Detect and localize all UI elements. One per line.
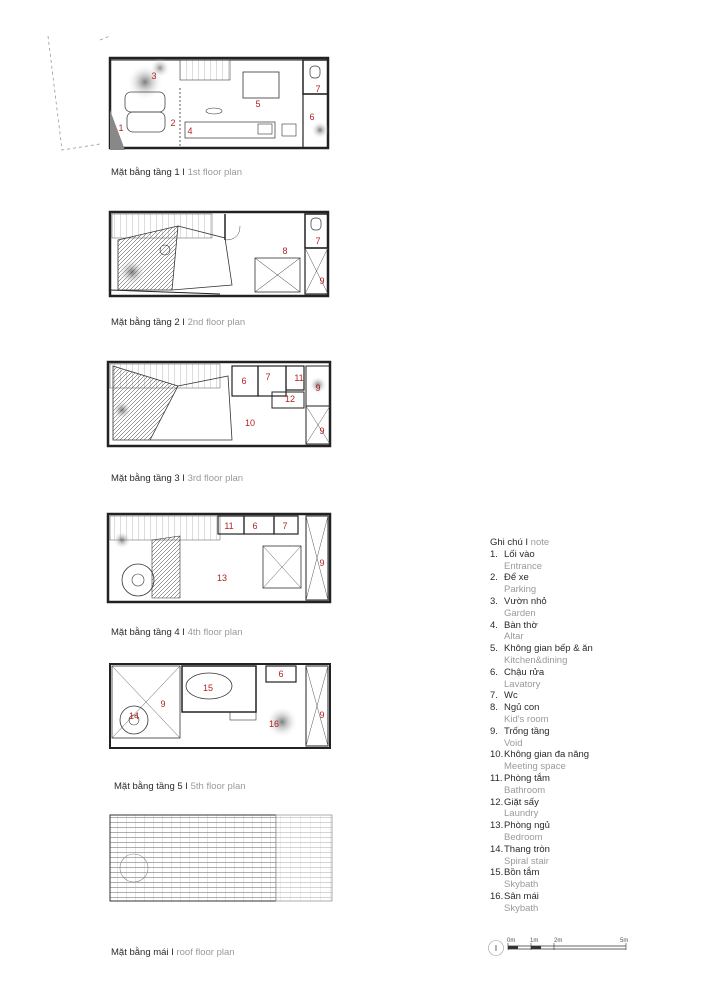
caption-vi: Mặt bằng tầng 1 I bbox=[111, 167, 188, 178]
caption-roof bbox=[111, 947, 235, 958]
legend-item-en: Spiral stair bbox=[504, 855, 549, 867]
legend-item-number: 8. bbox=[490, 702, 498, 714]
legend-item-text bbox=[504, 891, 539, 915]
room-label: 13 bbox=[216, 573, 228, 583]
legend-item-vi: Không gian đa năng bbox=[504, 749, 590, 761]
legend-item-number: 1. bbox=[490, 548, 498, 560]
room-label: 9 bbox=[319, 276, 325, 286]
room-label: 6 bbox=[309, 112, 315, 122]
legend-item-number: 15. bbox=[490, 867, 504, 879]
legend-item-number: 13. bbox=[490, 820, 504, 832]
legend-item-en: Kid's room bbox=[504, 713, 549, 725]
room-label: 16 bbox=[268, 719, 280, 729]
room-label: 8 bbox=[282, 246, 288, 256]
room-label: 1 bbox=[118, 123, 124, 133]
plan-floor-1 bbox=[48, 36, 329, 150]
caption-vi: Mặt bằng tầng 4 I bbox=[111, 627, 188, 638]
legend-item-number: 11. bbox=[490, 772, 503, 784]
caption-en: 5th floor plan bbox=[190, 781, 246, 792]
legend-item bbox=[490, 797, 593, 821]
room-label: 11 bbox=[294, 373, 304, 383]
room-label: 9 bbox=[315, 383, 321, 393]
legend-item-en: Parking bbox=[504, 584, 537, 596]
legend-item-number: 16. bbox=[490, 890, 504, 902]
legend-item bbox=[490, 596, 593, 620]
plan-floor-2 bbox=[110, 212, 328, 296]
room-label: 14 bbox=[128, 711, 140, 721]
scale-label: 2m bbox=[554, 938, 563, 944]
scale-label: 5m bbox=[620, 938, 629, 944]
legend-item-number: 9. bbox=[490, 725, 498, 737]
legend-item bbox=[490, 773, 593, 797]
caption-vi: Mặt bằng tầng 2 I bbox=[111, 317, 188, 328]
legend-item-number: 2. bbox=[490, 572, 498, 584]
room-label: 7 bbox=[315, 84, 321, 94]
legend-list bbox=[490, 549, 593, 915]
legend-item-text bbox=[504, 572, 536, 596]
legend-item bbox=[490, 572, 593, 596]
legend-item bbox=[490, 867, 593, 891]
room-label: 7 bbox=[265, 372, 271, 382]
legend-item-text bbox=[504, 773, 550, 797]
room-label: 12 bbox=[284, 394, 296, 404]
room-label: 15 bbox=[202, 683, 214, 693]
scale-marker: I bbox=[494, 944, 498, 953]
legend-item-vi: Sân mái bbox=[504, 890, 539, 902]
legend-item-vi: Wc bbox=[504, 690, 518, 702]
room-label: 9 bbox=[160, 699, 166, 709]
legend-item bbox=[490, 820, 593, 844]
room-label: 10 bbox=[244, 418, 256, 428]
caption-floor-4 bbox=[111, 627, 243, 638]
legend-item-vi: Thang tròn bbox=[504, 843, 550, 855]
room-label: 7 bbox=[315, 236, 321, 246]
legend-item bbox=[490, 726, 593, 750]
legend-title-vi: Ghi chú I bbox=[490, 537, 531, 548]
legend-item-number: 14. bbox=[490, 843, 504, 855]
legend-item-en: Altar bbox=[504, 631, 524, 643]
legend-item-vi: Bàn thờ bbox=[504, 619, 538, 631]
legend-item-text bbox=[504, 749, 589, 773]
legend-item bbox=[490, 749, 593, 773]
legend-item-number: 3. bbox=[490, 595, 498, 607]
legend-item bbox=[490, 643, 593, 667]
room-label: 5 bbox=[255, 99, 261, 109]
room-label: 11 bbox=[224, 521, 234, 531]
legend-item-number: 6. bbox=[490, 666, 498, 678]
caption-en: 3rd floor plan bbox=[187, 473, 244, 484]
legend-item-text bbox=[504, 667, 544, 691]
legend-item-vi: Lối vào bbox=[504, 548, 535, 560]
plan-floor-3 bbox=[108, 362, 330, 446]
legend-item-vi: Ngủ con bbox=[504, 702, 540, 714]
legend-item-text bbox=[504, 620, 538, 644]
caption-floor-1 bbox=[111, 167, 242, 178]
legend-item-en: Skybath bbox=[504, 879, 539, 891]
caption-floor-3 bbox=[111, 473, 243, 484]
legend-item bbox=[490, 667, 593, 691]
legend-item-vi: Trống tầng bbox=[504, 725, 550, 737]
legend-item-vi: Phòng tắm bbox=[504, 772, 550, 784]
caption-en: roof floor plan bbox=[176, 947, 235, 958]
room-label: 9 bbox=[319, 558, 325, 568]
legend-item bbox=[490, 549, 593, 573]
legend-item-vi: Để xe bbox=[504, 572, 529, 584]
legend-item-text bbox=[504, 867, 539, 891]
caption-vi: Mặt bằng tầng 5 I bbox=[114, 781, 191, 792]
legend-item-en: Entrance bbox=[504, 560, 543, 572]
room-label: 9 bbox=[319, 426, 325, 436]
caption-en: 2nd floor plan bbox=[187, 317, 246, 328]
caption-en: 4th floor plan bbox=[187, 627, 243, 638]
legend-item-number: 4. bbox=[490, 619, 498, 631]
legend-item-en: Garden bbox=[504, 607, 536, 619]
legend-item-number: 12. bbox=[490, 796, 504, 808]
legend-item-vi: Bồn tắm bbox=[504, 867, 540, 879]
room-label: 6 bbox=[278, 669, 284, 679]
caption-floor-2 bbox=[111, 317, 245, 328]
legend-item-en: Void bbox=[504, 737, 523, 749]
legend-item-vi: Chậu rửa bbox=[504, 666, 545, 678]
legend-title-en: note bbox=[530, 537, 550, 548]
legend-title bbox=[490, 537, 593, 549]
legend-item-number: 7. bbox=[490, 690, 498, 702]
caption-vi: Mặt bằng mái I bbox=[111, 947, 177, 958]
legend-item-en: Lavatory bbox=[504, 678, 541, 690]
room-label: 9 bbox=[319, 710, 325, 720]
legend-item-text bbox=[504, 690, 518, 702]
legend-item-text bbox=[504, 726, 550, 750]
legend-item-en: Bedroom bbox=[504, 831, 543, 843]
legend-item-number: 10. bbox=[490, 749, 504, 761]
room-label: 6 bbox=[241, 376, 247, 386]
legend-item-vi: Giặt sấy bbox=[504, 796, 539, 808]
legend-item-text bbox=[504, 702, 549, 726]
legend-item bbox=[490, 891, 593, 915]
caption-en: 1st floor plan bbox=[187, 167, 242, 178]
legend-item-vi: Vườn nhỏ bbox=[504, 595, 547, 607]
legend-item-en: Laundry bbox=[504, 808, 539, 820]
legend-item-vi: Phòng ngủ bbox=[504, 820, 550, 832]
legend-item-en: Skybath bbox=[504, 902, 539, 914]
room-label: 6 bbox=[252, 521, 258, 531]
room-label: 7 bbox=[282, 521, 288, 531]
legend-item-text bbox=[504, 844, 550, 868]
legend bbox=[490, 537, 593, 915]
legend-item-text bbox=[504, 549, 542, 573]
legend-item bbox=[490, 690, 593, 702]
plan-roof bbox=[110, 815, 332, 901]
legend-item bbox=[490, 702, 593, 726]
legend-item bbox=[490, 620, 593, 644]
caption-floor-5 bbox=[114, 781, 246, 792]
plan-floor-4 bbox=[108, 514, 330, 602]
scale-bar bbox=[488, 936, 638, 960]
legend-item-en: Meeting space bbox=[504, 761, 566, 773]
room-label: 3 bbox=[151, 71, 157, 81]
scale-label: 0m bbox=[507, 938, 516, 944]
room-label: 2 bbox=[170, 118, 176, 128]
legend-item-number: 5. bbox=[490, 643, 498, 655]
legend-item-text bbox=[504, 820, 550, 844]
scale-label: 1m bbox=[530, 938, 539, 944]
legend-item-text bbox=[504, 797, 539, 821]
legend-item-en: Bathroom bbox=[504, 784, 546, 796]
room-label: 4 bbox=[187, 126, 193, 136]
legend-item-vi: Không gian bếp & ăn bbox=[504, 643, 593, 655]
caption-vi: Mặt bằng tầng 3 I bbox=[111, 473, 188, 484]
plan-floor-5 bbox=[110, 664, 330, 748]
legend-item bbox=[490, 844, 593, 868]
legend-item-text bbox=[504, 596, 547, 620]
legend-item-en: Kitchen&dining bbox=[504, 654, 568, 666]
legend-item-text bbox=[504, 643, 593, 667]
